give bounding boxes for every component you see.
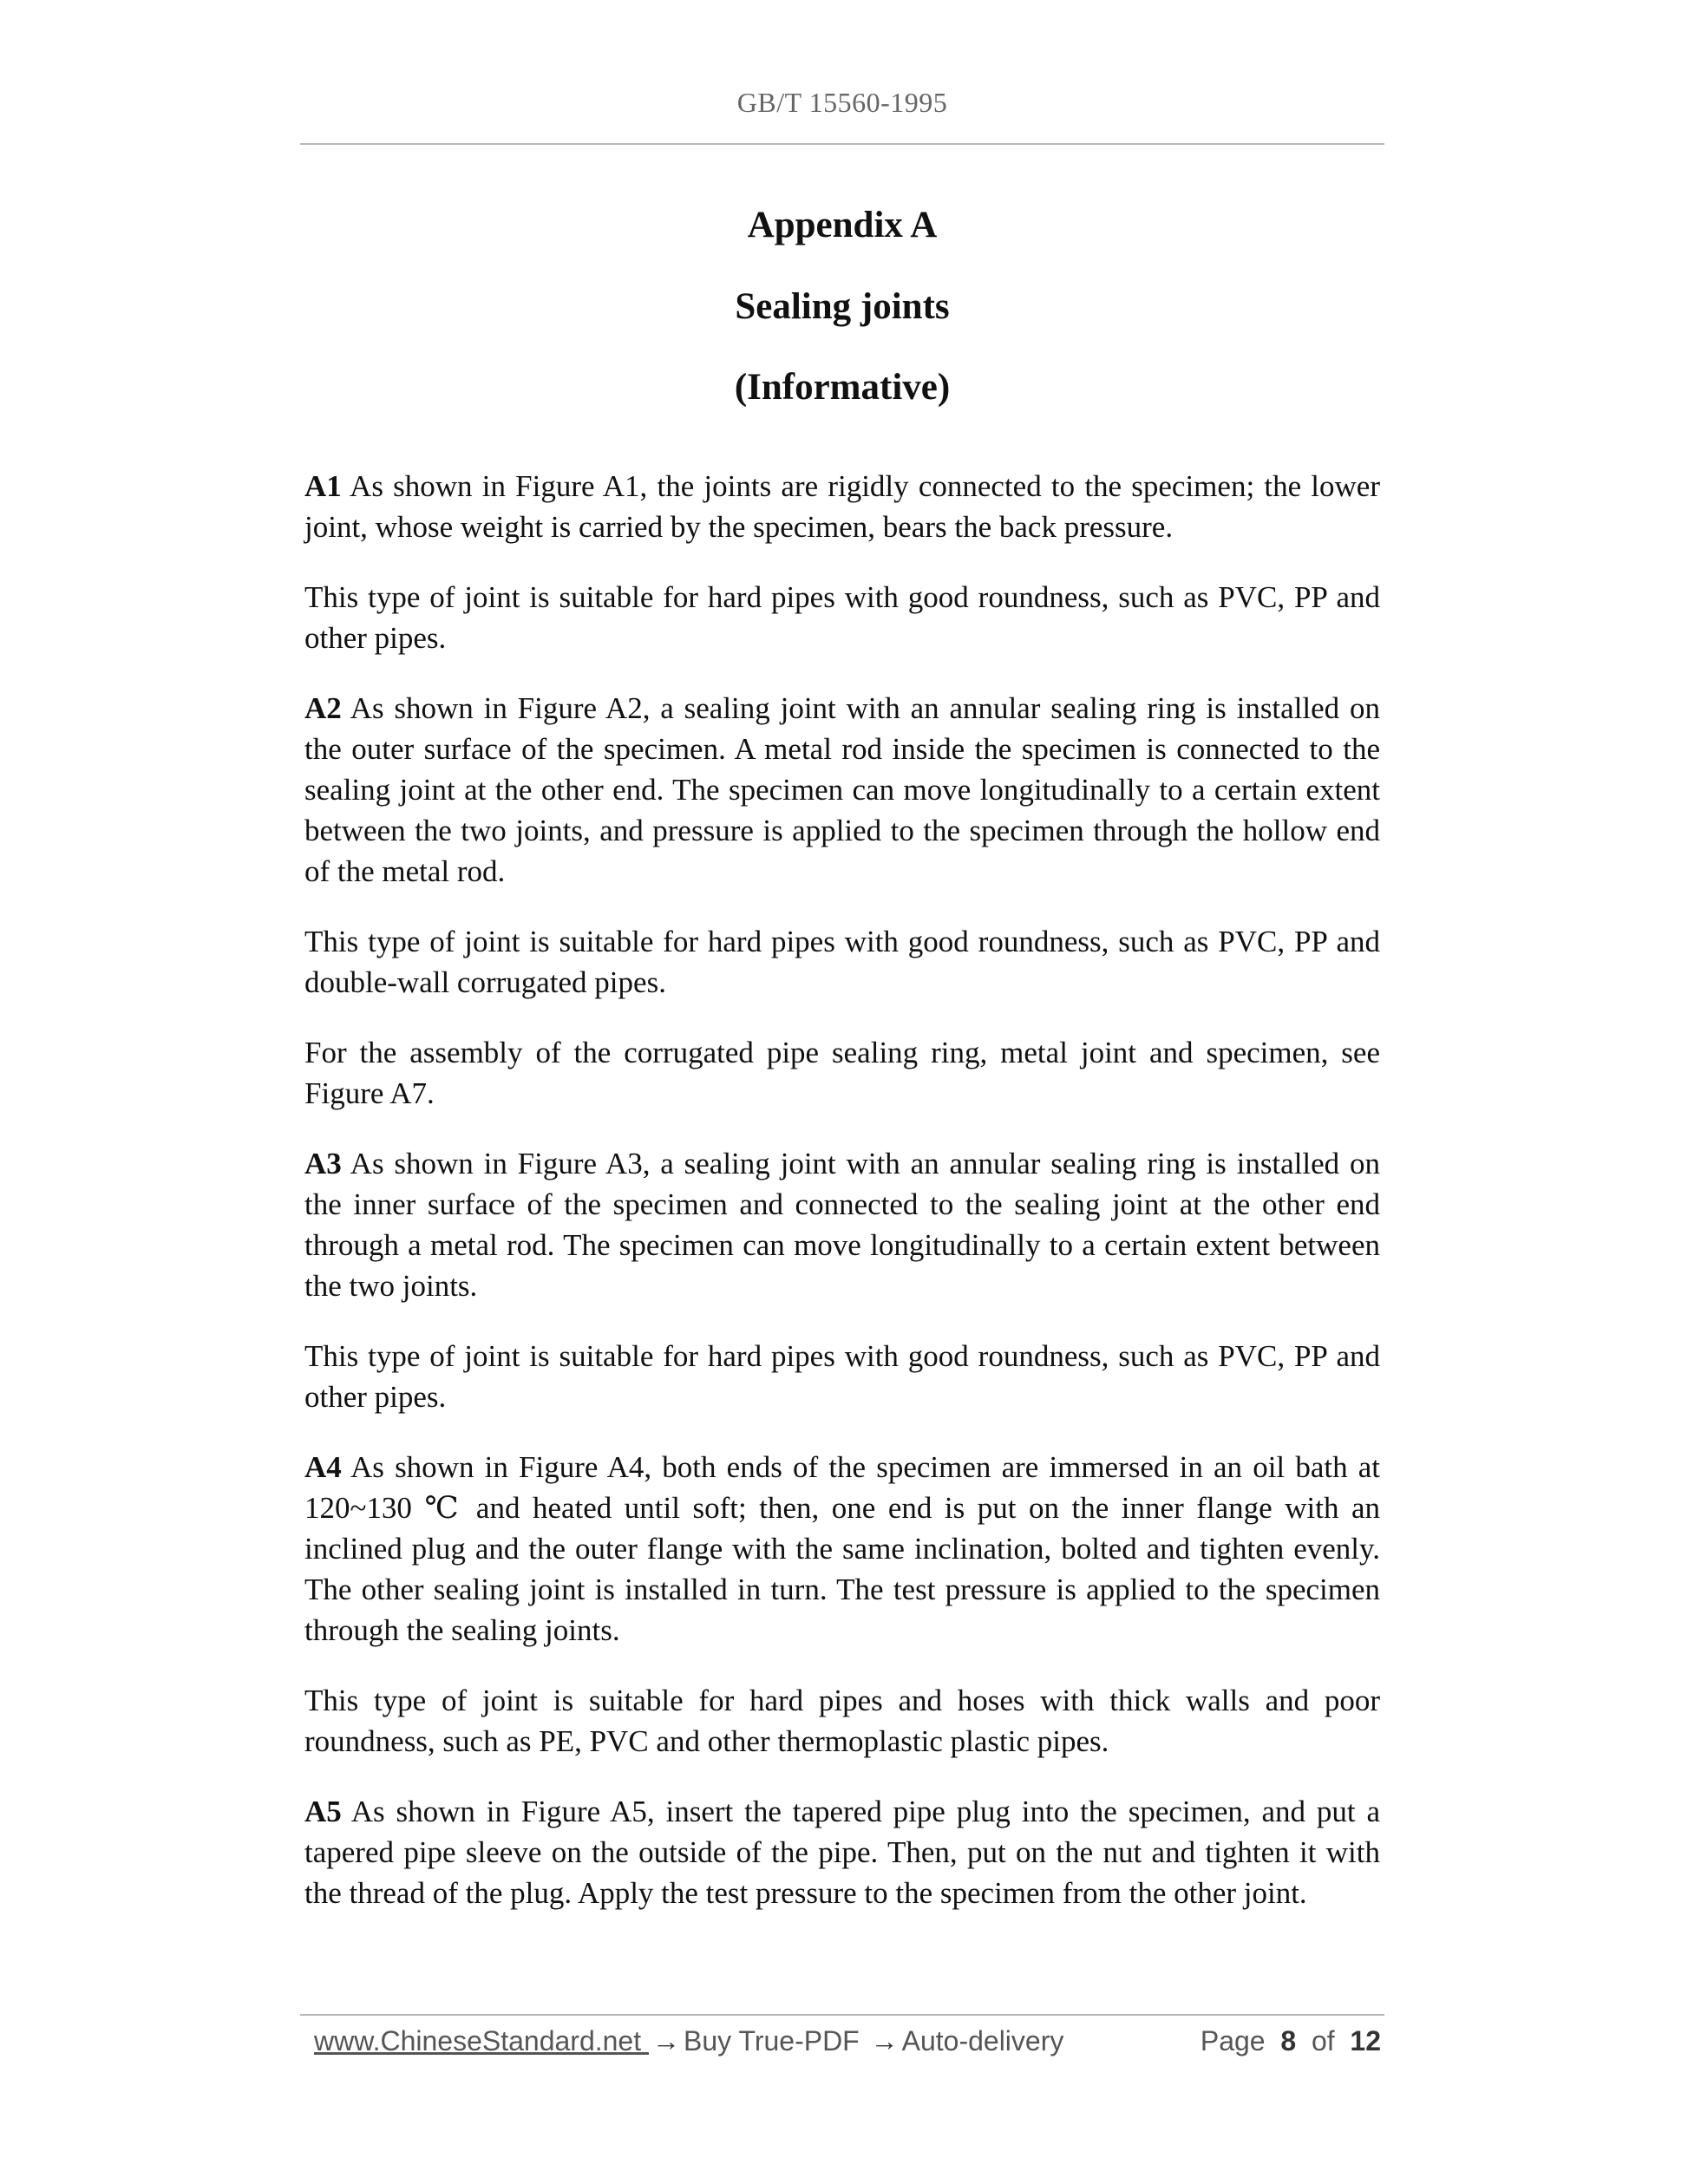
page-word: Page [1200, 2025, 1266, 2056]
footer-promo [314, 2025, 1063, 2057]
delivery-text: Auto-delivery [901, 2025, 1064, 2056]
paragraph-a4-scope [304, 1680, 1380, 1762]
paragraph-text: This type of joint is suitable for hard pipes and hoses with thick walls and poor roundness, such as PE, PVC and other thermoplastic plastic pipes. [304, 1684, 1380, 1758]
paragraph-text: This type of joint is suitable for hard pipes with good roundness, such as PVC, PP and other pipes. [304, 580, 1380, 655]
header-divider [300, 143, 1384, 145]
paragraph-text: This type of joint is suitable for hard pipes with good roundness, such as PVC, PP and other pipes. [304, 1339, 1380, 1414]
paragraph-text: For the assembly of the corrugated pipe sealing ring, metal joint and specimen, see Figure A7. [304, 1036, 1380, 1110]
appendix-title: Appendix A [747, 205, 938, 245]
paragraph-a3-scope [304, 1336, 1380, 1417]
page-footer [314, 2025, 1381, 2069]
paragraph-text: As shown in Figure A5, insert the tapered pipe plug into the specimen, and put a tapered pipe sleeve on the outside of the pipe. Then, put on the nut and tighten it with the thread of the plug. Apply the test pressure to the specimen from the other joint. [304, 1795, 1380, 1910]
paragraph-text: As shown in Figure A4, both ends of the specimen are immersed in an oil bath at 120~130 ℃ and heated until soft; then, one end is put on the inner flange with an inclined plug and the outer flange with the same inclination, bolted and tighten evenly. The other sealing joint is installed in turn. The test pressure is applied to the specimen through the sealing joints. [304, 1450, 1380, 1647]
paragraph-a4 [304, 1447, 1380, 1651]
appendix-type: (Informative) [734, 367, 951, 408]
paragraph-a2 [304, 688, 1380, 892]
clause-number: A4 [304, 1450, 342, 1484]
page-total: 12 [1350, 2025, 1381, 2056]
appendix-title-block [300, 206, 1384, 406]
running-header: GB/T 15560-1995 [736, 87, 948, 118]
paragraph-a2-assembly [304, 1032, 1380, 1114]
footer-divider [300, 2014, 1384, 2016]
paragraph-a1 [304, 466, 1380, 547]
clause-number: A1 [304, 469, 342, 503]
paragraph-a5 [304, 1791, 1380, 1913]
paragraph-a2-scope [304, 921, 1380, 1003]
paragraph-text: As shown in Figure A1, the joints are rigidly connected to the specimen; the lower joint, whose weight is carried by the specimen, bears the back pressure. [304, 469, 1380, 544]
paragraph-text: As shown in Figure A3, a sealing joint with an annular sealing ring is installed on the inner surface of the specimen and connected to the sealing joint at the other end through a metal rod. The specimen can move longitudinally to a certain extent between the two joints. [304, 1147, 1380, 1303]
site-link[interactable]: www.ChineseStandard.net [314, 2025, 649, 2056]
page-current: 8 [1280, 2025, 1297, 2056]
paragraph-a3 [304, 1143, 1380, 1306]
paragraph-text: This type of joint is suitable for hard pipes with good roundness, such as PVC, PP and double-wall corrugated pipes. [304, 925, 1380, 999]
page-number [1201, 2025, 1381, 2057]
arrow-right-icon: → [652, 2025, 680, 2056]
arrow-right-icon: → [870, 2025, 899, 2056]
paragraph-text: As shown in Figure A2, a sealing joint with an annular sealing ring is installed on the outer surface of the specimen. A metal rod inside the specimen is connected to the sealing joint at the other end. The specimen can move longitudinally to a certain extent between the two joints, and pressure is applied to the specimen through the hollow end of the metal rod. [304, 691, 1380, 888]
body-text [304, 466, 1380, 1943]
of-word: of [1311, 2025, 1335, 2056]
appendix-subject: Sealing joints [735, 286, 950, 327]
clause-number: A5 [304, 1795, 342, 1828]
paragraph-a1-scope [304, 577, 1380, 658]
clause-number: A2 [304, 691, 342, 725]
clause-number: A3 [304, 1147, 342, 1180]
buy-text: Buy True-PDF [684, 2025, 860, 2056]
